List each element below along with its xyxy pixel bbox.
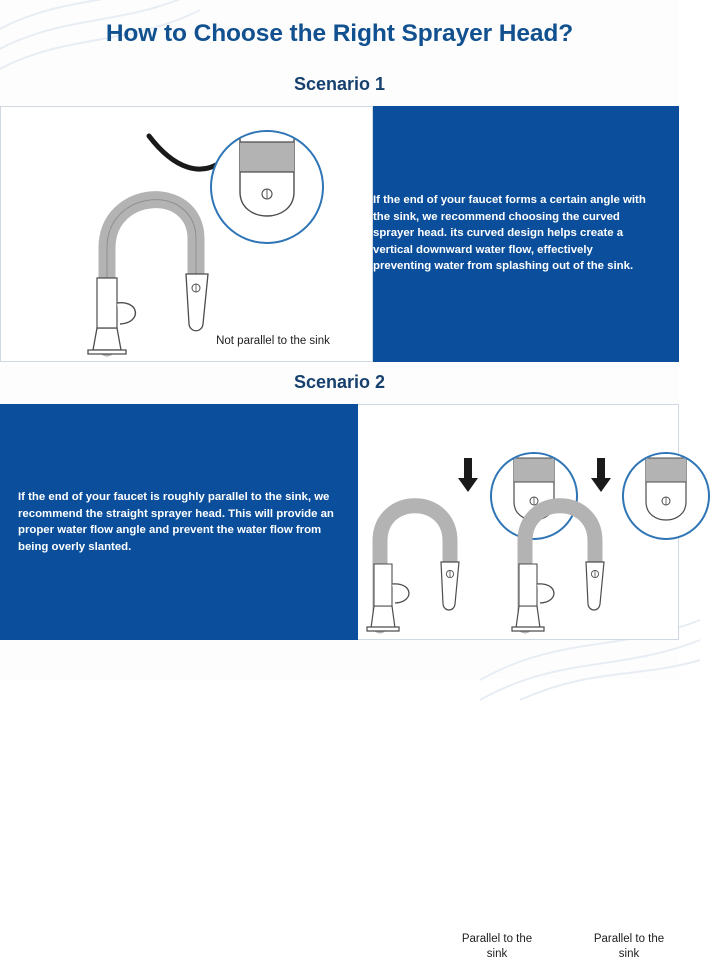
zoom-circle-curved-tip [202,122,332,252]
scenario-2-heading: Scenario 2 [293,372,386,392]
scenario-2-body-text: If the end of your faucet is roughly parallel to the sink, we recommend the straight sprayer head. This will provide an proper water flow angle and prevent the water flow from being overly slanted. [18,491,334,553]
scenario-1-heading: Scenario 1 [293,74,386,94]
down-arrow-icon-left [457,458,479,494]
scenario-2-caption-right: Parallel to the sink [593,933,665,960]
zoom-circle-straight-tip-right [616,446,716,546]
scenario-2-panel [0,404,679,960]
scenario-1-caption: Not parallel to the sink [216,335,330,347]
scenario-1-body-text: If the end of your faucet forms a certain angle with the sink, we recommend choosing the curved sprayer head. its curved design helps create a vertical downward water flow, effectively preventing water from splashing out of the sink. [373,194,646,273]
page-title: How to Choose the Right Sprayer Head? [105,20,574,47]
scenario-1-panel [0,106,679,362]
down-arrow-icon-right [590,458,612,494]
scenario-2-caption-left: Parallel to the sink [461,933,533,960]
